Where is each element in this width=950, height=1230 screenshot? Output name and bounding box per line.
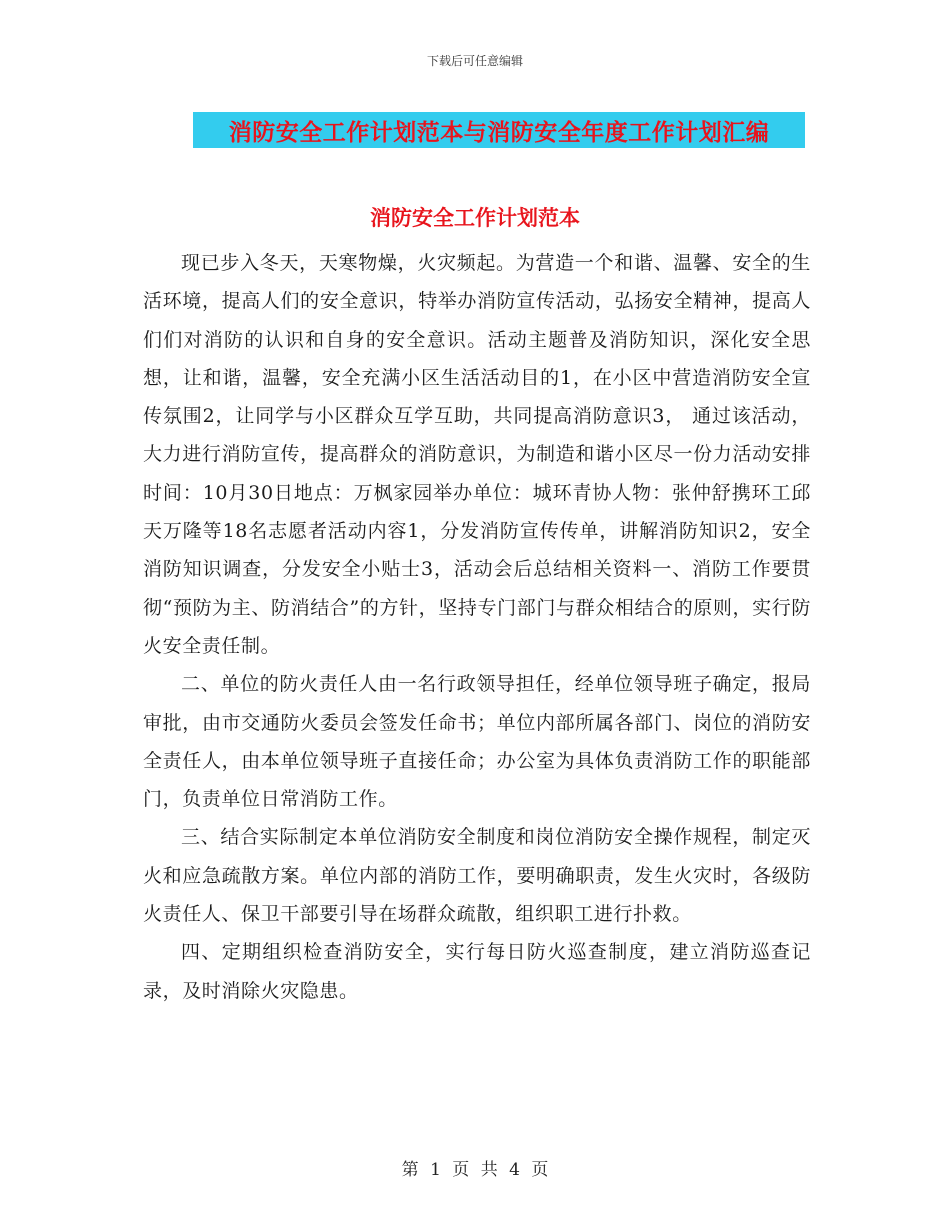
body-text [143,244,811,1010]
paragraph: 三、结合实际制定本单位消防安全制度和岗位消防安全操作规程，制定灭火和应急疏散方案。单位内部的消防工作，要明确职责，发生火灾时，各级防火责任人、保卫干部要引导在场群众疏散，组织职工进行扑救。 [143,826,811,926]
paragraph: 四、定期组织检查消防安全，实行每日防火巡查制度，建立消防巡查记录，及时消除火灾隐患。 [143,941,811,1002]
main-title: 消防安全工作计划范本与消防安全年度工作计划汇编 [228,118,770,146]
paragraph: 二、单位的防火责任人由一名行政领导担任，经单位领导班子确定，报局审批，由市交通防火委员会签发任命书；单位内部所属各部门、岗位的消防安全责任人，由本单位领导班子直接任命；办公室为具体负责消防工作的职能部门，负责单位日常消防工作。 [143,673,811,811]
main-title-highlight [193,112,805,148]
sub-title: 消防安全工作计划范本 [370,205,580,230]
page-number: 第 1 页 共 4 页 [401,1160,549,1180]
paragraph: 现已步入冬天，天寒物燥，火灾频起。为营造一个和谐、温馨、安全的生活环境，提高人们的安全意识，特举办消防宣传活动，弘扬安全精神，提高人们们对消防的认识和自身的安全意识。活动主题普及消防知识，深化安全思想，让和谐，温馨，安全充满小区生活活动目的1，在小区中营造消防安全宣传氛围2，让同学与小区群众互学互助，共同提高消防意识3， 通过该活动，大力进行消防宣传，提高群众的消防意识，为制造和谐小区尽一份力活动安排时间：10月30日地点：万枫家园举办单位：城环青协人物：张仲舒携环工邱天万隆等18名志愿者活动内容1，分发消防宣传传单，讲解消防知识2，安全消防知识调查，分发安全小贴士3，活动会后总结相关资料一、消防工作要贯彻“预防为主、防消结合”的方针，坚持专门部门与群众相结合的原则，实行防火安全责任制。 [143,252,811,657]
header-note: 下载后可任意编辑 [426,54,523,68]
